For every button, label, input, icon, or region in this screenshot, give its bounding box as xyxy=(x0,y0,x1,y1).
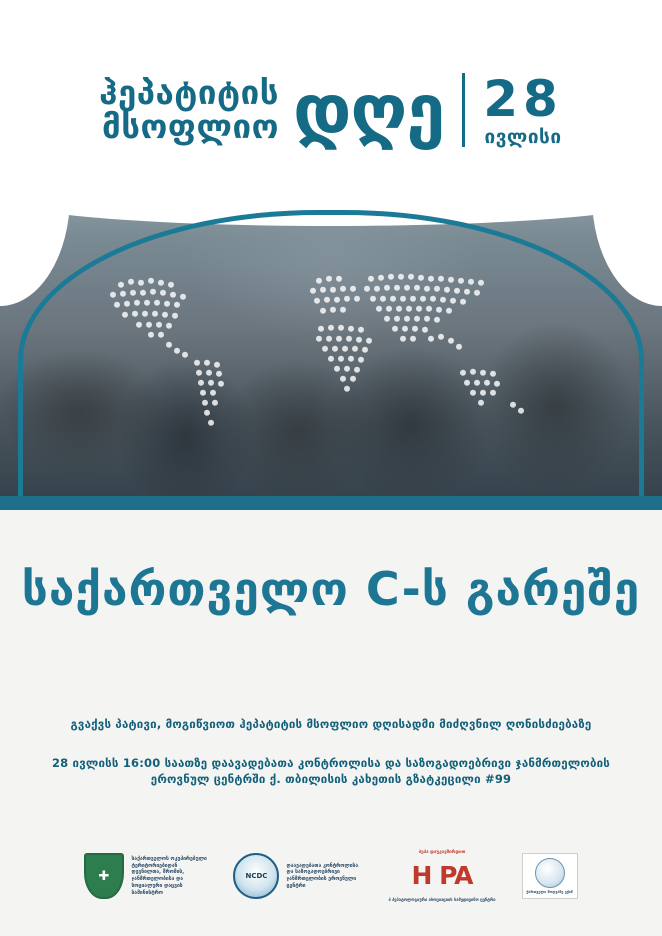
title-left xyxy=(99,73,279,146)
hepa-logo xyxy=(388,850,495,902)
date-number: 28 xyxy=(483,69,563,128)
globe-icon xyxy=(535,858,565,888)
details-paragraph xyxy=(52,755,610,788)
title-line-2: მსოფლიო xyxy=(102,107,279,146)
globe-seal-icon: NCDC xyxy=(233,853,279,899)
banner-image xyxy=(0,196,662,496)
details-line-1: 28 ივლისს 16:00 საათზე დაავადებათა კონტროლისა და საზოგადოებრივი ჯანმრთელობის xyxy=(51,755,611,770)
poster-header xyxy=(0,0,662,196)
hepa-bottom-text: ჰ ჰეპატოლოგიური ასოციაციის სამედიცინო ცენტრი xyxy=(388,897,496,902)
shield-icon: ✚ xyxy=(84,853,124,899)
content-area xyxy=(0,510,662,828)
title-big-word: დღე xyxy=(292,68,445,151)
page-title: საქართველო C-ს გარეშე xyxy=(21,562,641,616)
hepa-heart-icon xyxy=(411,863,472,888)
ncdc-logo-caption: დაავადებათა კონტროლისა და საზოგადოებრივი ჯანმრთელობის ეროვნული ცენტრი xyxy=(286,862,359,889)
title-line-1: ჰეპატიტის xyxy=(99,73,279,113)
hepa-main-text: H PA xyxy=(411,861,473,890)
teal-divider-bar xyxy=(0,496,662,510)
world-map-dots xyxy=(51,237,611,447)
ministry-logo-caption: საქართველოს ოკუპირებული ტერიტორიებიდან დევნილთა, შრომის, ჯანმრთელობისა და სოციალური დაცვის სამინისტრო xyxy=(131,855,207,896)
invitation-paragraph: გვაქვს პატივი, მოგიწვიოთ ჰეპატიტის მსოფლიო დღისადმი მიძღვნილ ღონისძიებაზე xyxy=(70,717,592,731)
ncdc-logo xyxy=(233,853,362,899)
hepa-top-text: ჰეპა დაუკავშირდით xyxy=(418,850,466,855)
date-month: ივლისი xyxy=(484,125,562,148)
partner-globe-logo xyxy=(522,853,578,899)
partner-logo-caption: ქართველი მოღვაწე ექიმ xyxy=(526,890,573,894)
details-line-2: ეროვნულ ცენტრში ქ. თბილისის კახეთის გზატკეცილი #99 xyxy=(150,772,512,787)
ministry-of-health-logo xyxy=(84,853,207,899)
logo-row xyxy=(0,828,662,936)
title-block xyxy=(99,68,563,151)
title-divider xyxy=(462,73,465,147)
body-text xyxy=(52,716,610,788)
date-block xyxy=(483,69,563,148)
